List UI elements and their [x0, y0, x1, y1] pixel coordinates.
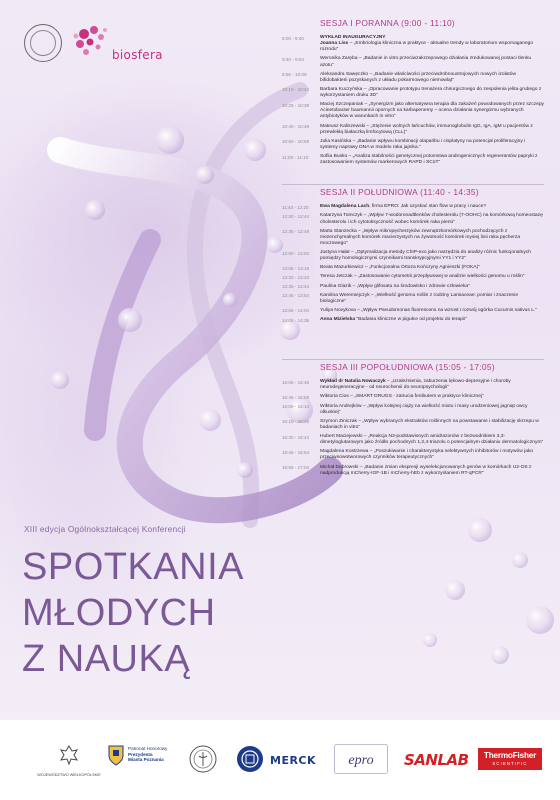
patron-line-2: Prezydenta	[128, 751, 153, 757]
bubble	[199, 409, 221, 431]
talk-description	[320, 204, 486, 210]
session-title: SESJA I PORANNA (9:00 - 11:10)	[320, 18, 455, 28]
thermofisher-subline: SCIENTIFIC	[492, 761, 528, 766]
talk-description	[320, 124, 544, 136]
eagle-icon	[58, 744, 80, 766]
title-line: SPOTKANIA	[22, 546, 244, 588]
talk-speaker: Anna Mizielska	[320, 317, 356, 322]
schedule-row	[282, 250, 544, 262]
schedule-row	[282, 419, 544, 431]
talk-time: 15:05 - 15:45	[282, 379, 310, 385]
talk-title: Justyna Hałat – „Optymalizacja metody ChIP-exo jako narzędzia do analizy różnic funkcjonalnych pomiędzy homologicznymi czynnikami transkrypcyjnymi YY1 i YY2”	[320, 250, 531, 262]
talk-time: 11:40 - 12:20	[282, 204, 309, 210]
schedule-row	[282, 434, 544, 446]
schedule-row	[282, 35, 544, 53]
talk-time: 10:10 - 10:24	[282, 87, 310, 93]
talk-title: , firma EPRO: Jak uzyskać stan flow w pracy i nauce?	[369, 204, 487, 210]
schedule-row	[282, 56, 544, 68]
svg-text:epro: epro	[348, 753, 374, 768]
bubble	[267, 237, 283, 253]
talk-title: Weronika Zaręba – „Badanie in vitro przeciwzakrzepowego działania zredukowanej postaci tlenku azotu”	[320, 56, 532, 68]
bubble	[526, 606, 554, 634]
talk-title: Yuliya Novykova – „Wpływ Pseudomonas fluorescens na wzrost i rozwój ogórka Cucumis sativus L.”	[320, 307, 537, 313]
talk-time: 12:35 - 12:49	[282, 229, 310, 235]
bubble	[118, 308, 142, 332]
talk-time: 10:50 - 10:59	[282, 139, 310, 145]
conference-title	[22, 544, 282, 682]
talk-time: 15:45 - 15:59	[282, 394, 310, 400]
schedule-row	[282, 139, 544, 151]
talk-time: 16:15 - 16:29	[282, 419, 310, 425]
region-label: WOJEWÓDZTWO WIELKOPOLSKIE	[37, 773, 101, 777]
talk-description	[320, 394, 484, 400]
talk-title: Mateusz Kaliszewski – „Stężenie wolnych łańcuchów, immunoglobulin IgG, IgA, IgM u pacjentów z przewlekłą białaczką limfocytową (CLL)”	[320, 123, 533, 135]
talk-time: 13:05 - 13:19	[282, 265, 310, 271]
talk-title: Karolina Weremiejczyk – „Wielkość genomu roślin z rodziny Lamiaceae: pomiar i znaczenie biologiczne”	[320, 292, 519, 304]
region-logo	[30, 744, 108, 777]
talk-title: Barbara Kuczyńska – „Opracowanie prototypu trenażera chirurgicznego do zespolenia jelita grubego z wykorzystaniem druku 3D”	[320, 86, 542, 98]
talk-description	[320, 284, 470, 290]
title-line: MŁODYCH	[22, 592, 216, 634]
talk-description	[320, 265, 480, 271]
student-association-logo	[236, 745, 264, 773]
talk-description	[320, 404, 544, 416]
schedule-row	[282, 317, 544, 323]
talk-description	[320, 379, 544, 391]
schedule-row	[282, 274, 544, 280]
schedule-row	[282, 72, 544, 84]
talk-description	[320, 102, 544, 120]
bubble	[237, 462, 253, 478]
talk-description	[320, 250, 544, 262]
talk-time: 13:35 - 13:44	[282, 284, 310, 290]
talk-title: Szymon Ziniczak – „Wpływ wybranych ekstraktów roślinnych na powstawanie i stabilizację skrzepu w badaniach in vitro”	[320, 418, 539, 430]
medical-faculty-seal-logo	[188, 744, 218, 774]
biosfera-wordmark: biosfera	[112, 48, 163, 62]
schedule-row	[282, 394, 544, 400]
talk-title: Maciej Szczepaniak – „Synergizm jako alternatywna terapia dla zakażeń powodowanych przez szczepy Acinetobacter baumannii opornych na karbapenemy – ocena działania synergizmu wybranych antybiotyków w warunkach in vitro”	[320, 102, 544, 120]
talk-description	[320, 434, 544, 446]
university-seal-logo	[24, 24, 62, 62]
talk-title: Beata Mazurkiewicz – „Funkcjonalna Ortoza Kończyny Agnieszki (FOKA)”	[320, 265, 480, 271]
schedule-row	[282, 102, 544, 120]
talk-title: Hubert Maciejewski – „Reakcja N3-podstawionych amidrazonów z bezwodnikiem 3,3- dimetyloglutarowym jako źródło pochodnych 1,2,4-triazolu o potencjalnym działaniu dermatologicznym”	[320, 434, 544, 446]
schedule-row	[282, 265, 544, 271]
talk-description	[320, 35, 544, 53]
merck-logo: MERCK	[270, 754, 317, 767]
talk-title: Wiktoria Cios – „SMART DRUGS - zatrucia fenibutem w praktyce klinicznej”	[320, 394, 484, 400]
talk-description	[320, 274, 524, 280]
talk-time: 13:20 - 13:34	[282, 274, 310, 280]
sponsor-footer	[0, 720, 560, 800]
schedule-row	[282, 449, 544, 461]
schedule-row	[282, 204, 544, 210]
epro-logo	[334, 744, 388, 774]
talk-title: Marta Stanzecka – „Wpływ mikropęcherzyków zewnątrzkomórkowych pochodzących z mezenchymalnych komórek macierzystych na żywotność komórek mysiej linii raka pęcherza moczowego”	[320, 228, 521, 246]
talk-description	[320, 139, 544, 151]
talk-time: 11:00 - 11:10	[282, 154, 309, 160]
schedule-row	[282, 284, 544, 290]
biosfera-logo	[70, 22, 170, 72]
talk-time: 16:55 - 17:04	[282, 465, 310, 471]
talk-time: 9:00 - 9:40	[282, 35, 304, 41]
talk-description	[320, 308, 537, 314]
schedule-row	[282, 308, 544, 314]
talk-description	[320, 56, 544, 68]
talk-time: 10:40 - 10:49	[282, 124, 310, 130]
talk-title: – „Uzależnienia, zaburzenia lękowo-depresyjne i choroby neurodegeneracyjne - od neurochemii do neuropsychologii”	[320, 379, 511, 391]
talk-description	[320, 465, 544, 477]
talk-time: 9:55 - 10:09	[282, 72, 307, 78]
program-schedule	[282, 16, 544, 480]
schedule-row	[282, 213, 544, 225]
edition-subtitle: XIII edycja Ogólnokształcącej Konferencji	[24, 524, 186, 534]
schedule-row	[282, 404, 544, 416]
talk-title: "Badania kliniczne w pigułce od projektu do terapii"	[355, 317, 467, 322]
session-title: SESJA III POPOŁUDNIOWA (15:05 - 17:05)	[282, 359, 544, 375]
talk-title: Teresa Jetczak – „Zastosowanie cytometrii przepływowej w analizie wielkości genomu u roślin”	[320, 274, 525, 280]
talk-title: Sofiia Busko – „Analiza stabilności genetycznej potomstwa androgenicznych regenerantów papryki z zastosowaniem systemów markerowych RAPD i SCoT”	[320, 154, 538, 166]
talk-title: Julia Kasińska – „Badanie wpływu kombinacji olaparibu i cisplatyny na potencjał proliferacyjny i systemy naprawy DNA w modelu raka jajnika.”	[320, 138, 526, 150]
talk-time: 13:45 - 13:54	[282, 293, 310, 299]
bubble	[156, 126, 184, 154]
thermofisher-wordmark: ThermoFisher	[483, 751, 537, 760]
bubble	[445, 580, 465, 600]
sanlab-logo: SANLAB	[404, 751, 469, 769]
bubble	[85, 200, 105, 220]
talk-description	[320, 449, 544, 461]
bubble	[51, 371, 69, 389]
bubble	[196, 166, 214, 184]
talk-speaker: Ewa Magdalena Lach	[320, 204, 370, 210]
talk-description	[320, 317, 467, 323]
bubble	[244, 139, 266, 161]
talk-description	[320, 213, 544, 225]
schedule-row	[282, 293, 544, 305]
talk-time: 16:30 - 16:44	[282, 434, 310, 440]
talk-time: 9:40 - 9:54	[282, 56, 304, 62]
talk-title: – „Embriologia kliniczna w praktyce - aktualne trendy w laboratorium wspomaganego rozrodu”	[320, 41, 534, 53]
talk-time: 16:00 - 16:14	[282, 404, 310, 410]
talk-title: Wiktoria Andrejków – „Wpływ kolejnej ciąży na wielkość miotu i masy urodzeniowej jagniąt owcy olkuskiej”	[320, 403, 528, 415]
talk-speaker: Wykład dr Natalia Nowaczyk	[320, 379, 386, 385]
talk-time: 12:50 - 13:04	[282, 250, 310, 256]
bubble	[423, 633, 437, 647]
schedule-row	[282, 465, 544, 477]
city-crest-icon	[108, 744, 124, 766]
talk-description	[320, 154, 544, 166]
patron-logo	[108, 742, 178, 774]
bubble	[512, 552, 528, 568]
schedule-row	[282, 154, 544, 166]
patron-line-1: Patronat Honorowy	[128, 746, 168, 751]
talk-title: Magdalena Kostrzewa – „Poszukiwanie i charakterystyka selektywnych inhibitorów i motywów jako przeciwnowotworowych czynników terapeutycznych”	[320, 449, 534, 461]
bubble	[468, 518, 492, 542]
talk-time: 10:25 - 10:39	[282, 102, 310, 108]
thermofisher-logo	[478, 748, 542, 770]
schedule-row	[282, 379, 544, 391]
talk-title: Paulina Glazik – „Wpływ glifosatu na środowisko i zdrowie człowieka”	[320, 283, 470, 289]
talk-description	[320, 229, 544, 247]
talk-description	[320, 87, 544, 99]
talk-time: 13:55 - 14:04	[282, 308, 310, 314]
schedule-row	[282, 229, 544, 247]
talk-description	[320, 419, 544, 431]
bubble	[491, 646, 509, 664]
talk-time: 16:45 - 16:54	[282, 449, 310, 455]
bubble	[223, 293, 237, 307]
schedule-row	[282, 87, 544, 99]
talk-title: Michał Dąbrowski – „Badanie zmian ekspresji wyselekcjonowanych genów w komórkach U2-OS z nadprodukcją mCherry-IGF-1B i mCherry-hEb z wykorzystaniem RT-qPCR”	[320, 464, 532, 476]
talk-speaker: WYKŁAD INAUGURACYJNY Joanna Liss	[320, 35, 386, 47]
talk-time: 12:30 - 12:44	[282, 213, 310, 219]
talk-time: 14:05 - 14:35	[282, 317, 310, 323]
talk-title: Aleksandra Sawęczko – „Badanie właściwości przeciwdrobnoustrojowych nowych izolatów bifidobakterii pozyskanych z układu pokarmowego niemowląt”	[320, 71, 516, 83]
schedule-row	[282, 124, 544, 136]
talk-description	[320, 293, 544, 305]
session-title: SESJA II POŁUDNIOWA (11:40 - 14:35)	[282, 184, 544, 200]
talk-title: Katarzyna Tomczyk – „Wpływ 7-wodoronadtlenków cholesterolu (7-OOHC) na komórkową homeostazę cholesterolu i ich cytotoksyczność wobec komórek raka piersi”	[320, 213, 543, 225]
patron-line-3: Miasta Poznania	[128, 757, 164, 763]
talk-description	[320, 72, 544, 84]
title-line: Z NAUKĄ	[22, 638, 191, 680]
